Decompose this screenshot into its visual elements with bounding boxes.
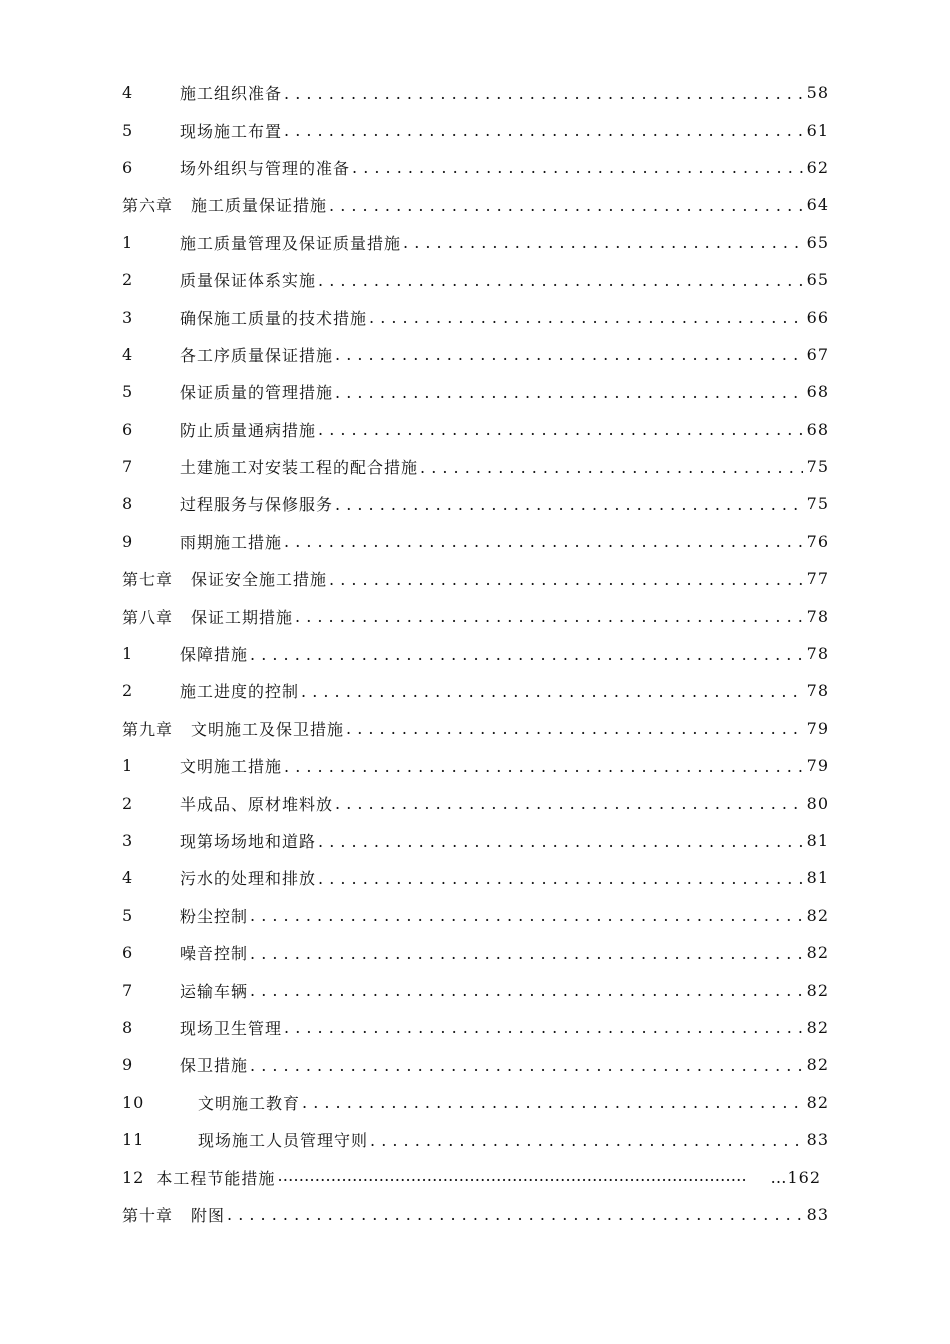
toc-entry[interactable]	[122, 971, 829, 1008]
toc-dot-leader	[335, 795, 803, 811]
toc-entry-title: 现第场场地和道路	[180, 832, 317, 851]
toc-entry[interactable]	[122, 859, 829, 896]
toc-entry-number: 12	[122, 1167, 145, 1187]
toc-entry-title: 施工组织准备	[180, 84, 283, 104]
toc-entry-page-number: 78	[806, 606, 829, 626]
toc-dot-leader	[284, 758, 803, 774]
toc-dot-leader	[277, 1169, 748, 1185]
toc-entry-page-number: 66	[806, 307, 829, 327]
toc-dot-leader	[295, 608, 803, 624]
toc-entry-title: 现场施工人员管理守则	[198, 1131, 369, 1151]
toc-entry-title: 保证质量的管理措施	[180, 383, 334, 403]
toc-dot-leader	[250, 945, 803, 961]
toc-dot-leader	[329, 197, 803, 213]
toc-entry-page-number: 64	[806, 195, 829, 215]
toc-entry-title: 施工进度的控制	[180, 682, 300, 702]
toc-entry-page-number: 79	[806, 756, 829, 776]
toc-entry-number: 5	[122, 120, 134, 140]
toc-entry-title: 雨期施工措施	[180, 532, 283, 552]
toc-entry-number: 第九章	[122, 719, 174, 739]
toc-entry[interactable]	[122, 373, 829, 410]
toc-entry-number: 4	[122, 344, 134, 364]
toc-entry-number: 2	[122, 793, 134, 813]
toc-dot-leader	[250, 646, 803, 662]
toc-dot-leader	[284, 1019, 803, 1035]
toc-entry-title: 过程服务与保修服务	[180, 495, 334, 515]
toc-entry-title: 文明施工教育	[198, 1093, 301, 1113]
toc-dot-leader	[284, 533, 803, 549]
toc-dot-leader	[250, 1057, 803, 1073]
toc-entry-title: 污水的处理和排放	[180, 869, 317, 889]
toc-dot-leader	[227, 1206, 803, 1222]
toc-entry-title: 质量保证体系实施	[180, 271, 317, 291]
toc-dot-leader	[250, 907, 803, 923]
toc-entry-title: 场外组织与管理的准备	[180, 158, 351, 178]
toc-entry-page-number: 65	[806, 270, 829, 290]
toc-entry-title: 噪音控制	[180, 944, 249, 964]
toc-entry-number: 3	[122, 307, 134, 327]
toc-entry-title: 保障措施	[180, 645, 249, 665]
toc-entry-number: 第六章	[122, 196, 174, 216]
toc-chapter-entry[interactable]	[122, 597, 829, 634]
toc-entry-page-number: 61	[806, 120, 829, 140]
toc-entry-page-number: 79	[806, 718, 829, 738]
toc-entry-number: 7	[122, 980, 134, 1000]
toc-entry-page-number: 82	[806, 1017, 829, 1037]
toc-entry-title: 保证工期措施	[191, 607, 294, 627]
toc-entry-number: 8	[122, 494, 134, 514]
toc-entry-page-number: 82	[806, 1055, 829, 1075]
toc-entry-page-number: 58	[806, 83, 829, 103]
toc-entry-number: 9	[122, 531, 134, 551]
toc-entry-number: 1	[122, 756, 134, 776]
toc-entry-number: 4	[122, 83, 134, 103]
toc-entry[interactable]	[122, 635, 829, 672]
toc-dot-leader	[369, 309, 803, 325]
toc-dot-leader	[318, 421, 803, 437]
toc-entry-number: 第八章	[122, 607, 174, 627]
toc-entry-title: 土建施工对安装工程的配合措施	[180, 458, 419, 478]
toc-entry[interactable]	[122, 1046, 829, 1083]
toc-chapter-entry[interactable]	[122, 1196, 829, 1233]
toc-dot-leader	[335, 496, 803, 512]
toc-entry[interactable]	[122, 336, 829, 373]
toc-entry-page-number: 82	[806, 1092, 829, 1112]
toc-entry-title: 现场卫生管理	[180, 1018, 283, 1038]
toc-entry-page-number: 81	[806, 868, 829, 888]
toc-entry-number: 第十章	[122, 1205, 174, 1225]
toc-entry-title: 文明施工措施	[180, 757, 283, 777]
toc-entry-page-number: 82	[806, 980, 829, 1000]
toc-entry-title: 确保施工质量的技术措施	[180, 308, 368, 328]
toc-dot-leader	[346, 720, 803, 736]
toc-entry[interactable]	[122, 298, 829, 335]
toc-entry[interactable]	[122, 672, 829, 709]
toc-entry-number: 8	[122, 1017, 134, 1037]
toc-entry-number: 7	[122, 457, 134, 477]
toc-entry[interactable]	[122, 261, 829, 298]
toc-entry-page-number: 81	[806, 831, 829, 850]
toc-entry-page-number: 68	[806, 419, 829, 439]
toc-entry[interactable]	[122, 74, 829, 111]
toc-dot-leader	[250, 982, 803, 998]
toc-dot-leader	[318, 833, 803, 849]
toc-entry-page-number: 65	[806, 232, 829, 252]
toc-entry-number: 6	[122, 157, 134, 177]
toc-dot-leader	[352, 159, 803, 175]
toc-entry-number: 6	[122, 943, 134, 963]
toc-entry-page-number: 83	[806, 1130, 829, 1150]
toc-entry-number: 第七章	[122, 570, 174, 590]
toc-chapter-entry[interactable]	[122, 710, 829, 747]
toc-dot-leader	[302, 1094, 803, 1110]
toc-entry-title: 保卫措施	[180, 1056, 249, 1076]
toc-entry-number: 5	[122, 382, 134, 402]
toc-entry-page-number: 67	[806, 344, 829, 364]
toc-entry[interactable]	[122, 149, 829, 186]
toc-entry[interactable]	[122, 1158, 829, 1195]
toc-entry-title: 防止质量通病措施	[180, 420, 317, 440]
toc-dot-leader	[284, 122, 803, 138]
toc-entry[interactable]	[122, 1121, 829, 1158]
toc-entry-page-number: 62	[806, 157, 829, 177]
toc-entry-page-number: 78	[806, 644, 829, 664]
toc-entry-page-number: …162	[770, 1167, 821, 1187]
toc-entry-number: 2	[122, 270, 134, 290]
toc-entry[interactable]	[122, 411, 829, 448]
toc-entry-page-number: 83	[806, 1204, 829, 1224]
table-of-contents	[122, 74, 829, 1233]
toc-entry-number: 6	[122, 419, 134, 439]
toc-entry[interactable]	[122, 1009, 829, 1046]
toc-dot-leader	[335, 346, 803, 362]
toc-entry[interactable]	[122, 784, 829, 821]
toc-entry-page-number: 77	[806, 569, 829, 589]
toc-entry-page-number: 68	[806, 382, 829, 402]
toc-entry-title: 附图	[191, 1205, 226, 1225]
toc-entry[interactable]	[122, 111, 829, 148]
toc-entry-title: 现场施工布置	[180, 121, 283, 141]
toc-entry-number: 3	[122, 831, 134, 850]
toc-entry-page-number: 82	[806, 905, 829, 925]
toc-entry-page-number: 78	[806, 681, 829, 701]
toc-entry-title: 本工程节能措施	[156, 1168, 276, 1188]
toc-entry[interactable]	[122, 448, 829, 485]
toc-dot-leader	[420, 459, 803, 475]
toc-entry-title: 运输车辆	[180, 981, 249, 1001]
toc-entry-page-number: 75	[806, 457, 829, 477]
toc-dot-leader	[335, 384, 803, 400]
toc-dot-leader	[370, 1132, 803, 1148]
toc-entry[interactable]	[122, 897, 829, 934]
toc-chapter-entry[interactable]	[122, 186, 829, 223]
toc-entry-number: 2	[122, 681, 134, 701]
toc-entry-title: 粉尘控制	[180, 906, 249, 926]
toc-dot-leader	[403, 234, 803, 250]
toc-dot-leader	[301, 683, 803, 699]
toc-dot-leader	[329, 571, 803, 587]
toc-chapter-entry[interactable]	[122, 560, 829, 597]
toc-entry[interactable]	[122, 1084, 829, 1121]
toc-entry-title: 施工质量保证措施	[191, 196, 328, 216]
toc-entry[interactable]	[122, 485, 829, 522]
toc-entry[interactable]	[122, 523, 829, 560]
toc-dot-leader	[284, 85, 803, 101]
toc-entry-title: 保证安全施工措施	[191, 570, 328, 590]
toc-entry-title: 各工序质量保证措施	[180, 345, 334, 365]
toc-entry-page-number: 76	[806, 531, 829, 551]
toc-entry-number: 11	[122, 1130, 145, 1150]
toc-entry-number: 4	[122, 868, 134, 888]
toc-entry-number: 10	[122, 1092, 145, 1112]
toc-entry[interactable]	[122, 934, 829, 971]
toc-entry-number: 1	[122, 644, 134, 664]
toc-entry-page-number: 80	[806, 793, 829, 813]
toc-entry-title: 半成品、原材堆料放	[180, 794, 334, 814]
toc-entry[interactable]	[122, 224, 829, 261]
toc-entry-title: 施工质量管理及保证质量措施	[180, 233, 402, 253]
toc-entry[interactable]	[122, 747, 829, 784]
toc-dot-leader	[318, 272, 803, 288]
toc-entry-title: 文明施工及保卫措施	[191, 719, 345, 739]
toc-entry[interactable]	[122, 822, 829, 859]
toc-entry-page-number: 82	[806, 943, 829, 963]
toc-entry-page-number: 75	[806, 494, 829, 514]
toc-entry-number: 5	[122, 905, 134, 925]
toc-entry-number: 9	[122, 1055, 134, 1075]
toc-dot-leader	[318, 870, 803, 886]
toc-entry-number: 1	[122, 232, 134, 252]
